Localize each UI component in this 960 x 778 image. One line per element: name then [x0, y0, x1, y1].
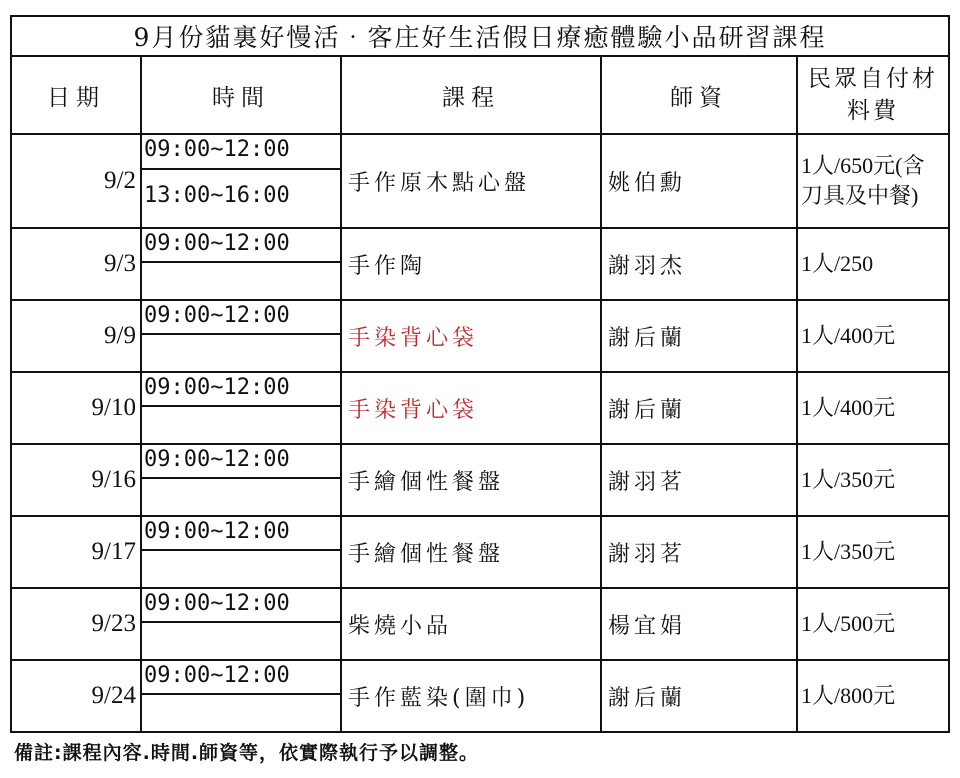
row-teacher: 楊宜娟	[601, 588, 797, 660]
row-teacher: 謝羽茗	[601, 444, 797, 516]
time-slot-morning: 09:00~12:00	[144, 375, 290, 400]
row-fee	[797, 228, 949, 300]
table-body	[11, 134, 949, 732]
row-fee-line1: 1人/650元(含	[801, 153, 925, 178]
schedule-table	[10, 15, 950, 733]
row-date: 9/16	[11, 444, 141, 516]
header-fee-line2: 料費	[847, 98, 899, 124]
table-row	[11, 588, 949, 660]
row-fee-line1: 1人/400元	[801, 323, 896, 348]
row-date: 9/17	[11, 516, 141, 588]
row-course: 手作陶	[341, 228, 601, 300]
row-date: 9/24	[11, 660, 141, 732]
row-time-cell	[141, 516, 341, 588]
row-fee	[797, 516, 949, 588]
time-divider	[142, 621, 340, 623]
row-course: 手染背心袋	[341, 300, 601, 372]
row-fee-line1: 1人/800元	[801, 683, 896, 708]
row-date: 9/9	[11, 300, 141, 372]
row-fee	[797, 660, 949, 732]
row-teacher: 謝后蘭	[601, 300, 797, 372]
row-course: 柴燒小品	[341, 588, 601, 660]
time-slot-afternoon: 13:00~16:00	[144, 183, 290, 208]
time-slot-morning: 09:00~12:00	[144, 303, 290, 328]
time-divider	[142, 693, 340, 695]
row-time-cell	[141, 444, 341, 516]
table-row	[11, 516, 949, 588]
row-date: 9/23	[11, 588, 141, 660]
page-title: 9月份貓裏好慢活‧客庄好生活假日療癒體驗小品研習課程	[11, 16, 949, 56]
row-date: 9/10	[11, 372, 141, 444]
row-teacher: 謝后蘭	[601, 660, 797, 732]
row-fee-line2: 刀具及中餐)	[801, 183, 919, 208]
row-fee	[797, 372, 949, 444]
row-fee-line1: 1人/250	[801, 251, 874, 276]
row-course: 手繪個性餐盤	[341, 516, 601, 588]
time-divider	[142, 333, 340, 335]
row-fee	[797, 588, 949, 660]
row-time-cell	[141, 228, 341, 300]
time-slot-morning: 09:00~12:00	[144, 519, 290, 544]
time-divider	[142, 261, 340, 263]
row-time-cell	[141, 134, 341, 228]
header-time: 時間	[141, 56, 341, 134]
row-fee	[797, 134, 949, 228]
row-time-cell	[141, 300, 341, 372]
row-time-cell	[141, 372, 341, 444]
row-course: 手作藍染(圍巾)	[341, 660, 601, 732]
row-course: 手繪個性餐盤	[341, 444, 601, 516]
table-row	[11, 228, 949, 300]
row-teacher: 謝羽杰	[601, 228, 797, 300]
header-course: 課程	[341, 56, 601, 134]
header-teacher: 師資	[601, 56, 797, 134]
row-fee-line1: 1人/500元	[801, 611, 896, 636]
row-course: 手作原木點心盤	[341, 134, 601, 228]
row-date: 9/2	[11, 134, 141, 228]
time-divider	[142, 405, 340, 407]
table-row	[11, 660, 949, 732]
time-divider	[142, 168, 340, 170]
table-row	[11, 444, 949, 516]
time-slot-morning: 09:00~12:00	[144, 663, 290, 688]
row-fee	[797, 300, 949, 372]
row-course: 手染背心袋	[341, 372, 601, 444]
time-divider	[142, 477, 340, 479]
row-fee	[797, 444, 949, 516]
header-fee	[797, 56, 949, 134]
header-row	[11, 56, 949, 134]
row-teacher: 姚伯勳	[601, 134, 797, 228]
table-row	[11, 134, 949, 228]
header-fee-line1: 民眾自付材	[808, 66, 938, 92]
time-slot-morning: 09:00~12:00	[144, 137, 290, 162]
row-fee-line1: 1人/350元	[801, 539, 896, 564]
row-date: 9/3	[11, 228, 141, 300]
footnote: 備註:課程內容.時間.師資等，依實際執行予以調整。	[14, 742, 480, 764]
row-time-cell	[141, 660, 341, 732]
time-slot-morning: 09:00~12:00	[144, 231, 290, 256]
time-slot-morning: 09:00~12:00	[144, 591, 290, 616]
table-row	[11, 372, 949, 444]
row-teacher: 謝羽茗	[601, 516, 797, 588]
row-time-cell	[141, 588, 341, 660]
time-divider	[142, 549, 340, 551]
time-slot-morning: 09:00~12:00	[144, 447, 290, 472]
row-fee-line1: 1人/350元	[801, 467, 896, 492]
row-fee-line1: 1人/400元	[801, 395, 896, 420]
header-date: 日期	[11, 56, 141, 134]
table-row	[11, 300, 949, 372]
row-teacher: 謝后蘭	[601, 372, 797, 444]
